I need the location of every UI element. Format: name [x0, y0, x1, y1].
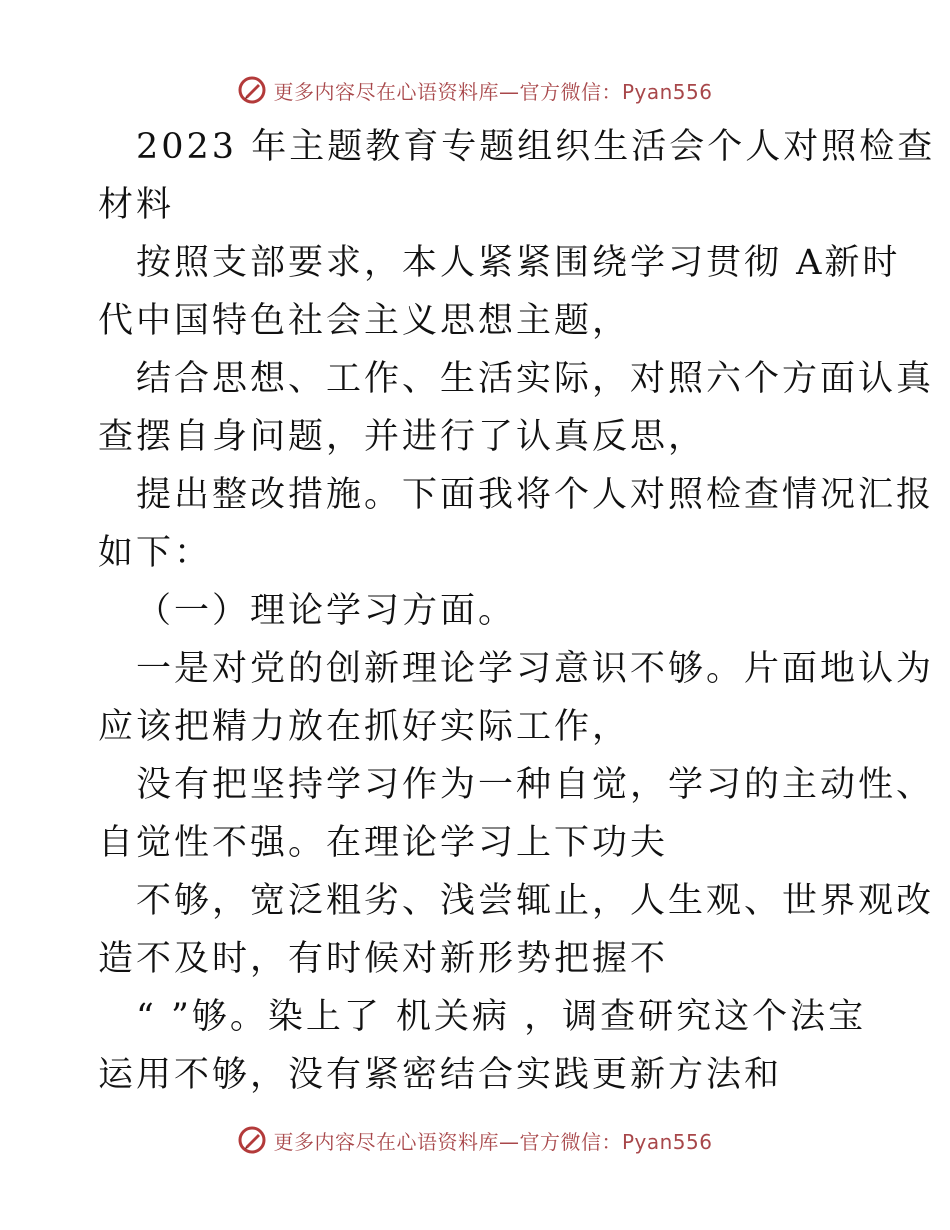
doc-line: 按照支部要求，本人紧紧围绕学习贯彻 A新时 [136, 243, 901, 283]
doc-line: 2023 年主题教育专题组织生活会个人对照检查 [136, 127, 936, 167]
doc-line: 一是对党的创新理论学习意识不够。片面地认为 [136, 649, 935, 689]
watermark-text: 更多内容尽在心语资料库—官方微信：Pyan556 [273, 1129, 713, 1154]
section-heading: （一）理论学习方面。 [136, 591, 517, 631]
doc-line: 查摆自身问题，并进行了认真反思， [98, 417, 707, 457]
pen-circle-logo-icon [237, 1125, 267, 1155]
watermark-text: 更多内容尽在心语资料库—官方微信：Pyan556 [273, 79, 713, 104]
doc-line: 应该把精力放在抓好实际工作， [98, 707, 631, 747]
doc-line: 结合思想、工作、生活实际，对照六个方面认真 [136, 359, 935, 399]
doc-line: 材料 [98, 185, 175, 225]
watermark-banner-bottom [0, 1120, 950, 1160]
doc-line: 没有把坚持学习作为一种自觉，学习的主动性、 [136, 765, 935, 805]
doc-line: 自觉性不强。在理论学习上下功夫 [98, 823, 669, 863]
doc-line: 代中国特色社会主义思想主题， [98, 301, 631, 341]
pen-circle-logo-icon [237, 75, 267, 105]
document-body [98, 118, 936, 1104]
watermark-banner-top [0, 70, 950, 110]
doc-line: 不够，宽泛粗劣、浅尝辄止，人生观、世界观改 [136, 881, 935, 921]
doc-line: 造不及时，有时候对新形势把握不 [98, 939, 669, 979]
doc-line: 提出整改措施。下面我将个人对照检查情况汇报 [136, 475, 935, 515]
doc-line: 如下： [98, 533, 213, 573]
doc-line: “ ”够。染上了 机关病 ，调查研究这个法宝 [136, 997, 867, 1037]
doc-line: 运用不够，没有紧密结合实践更新方法和 [98, 1055, 783, 1095]
